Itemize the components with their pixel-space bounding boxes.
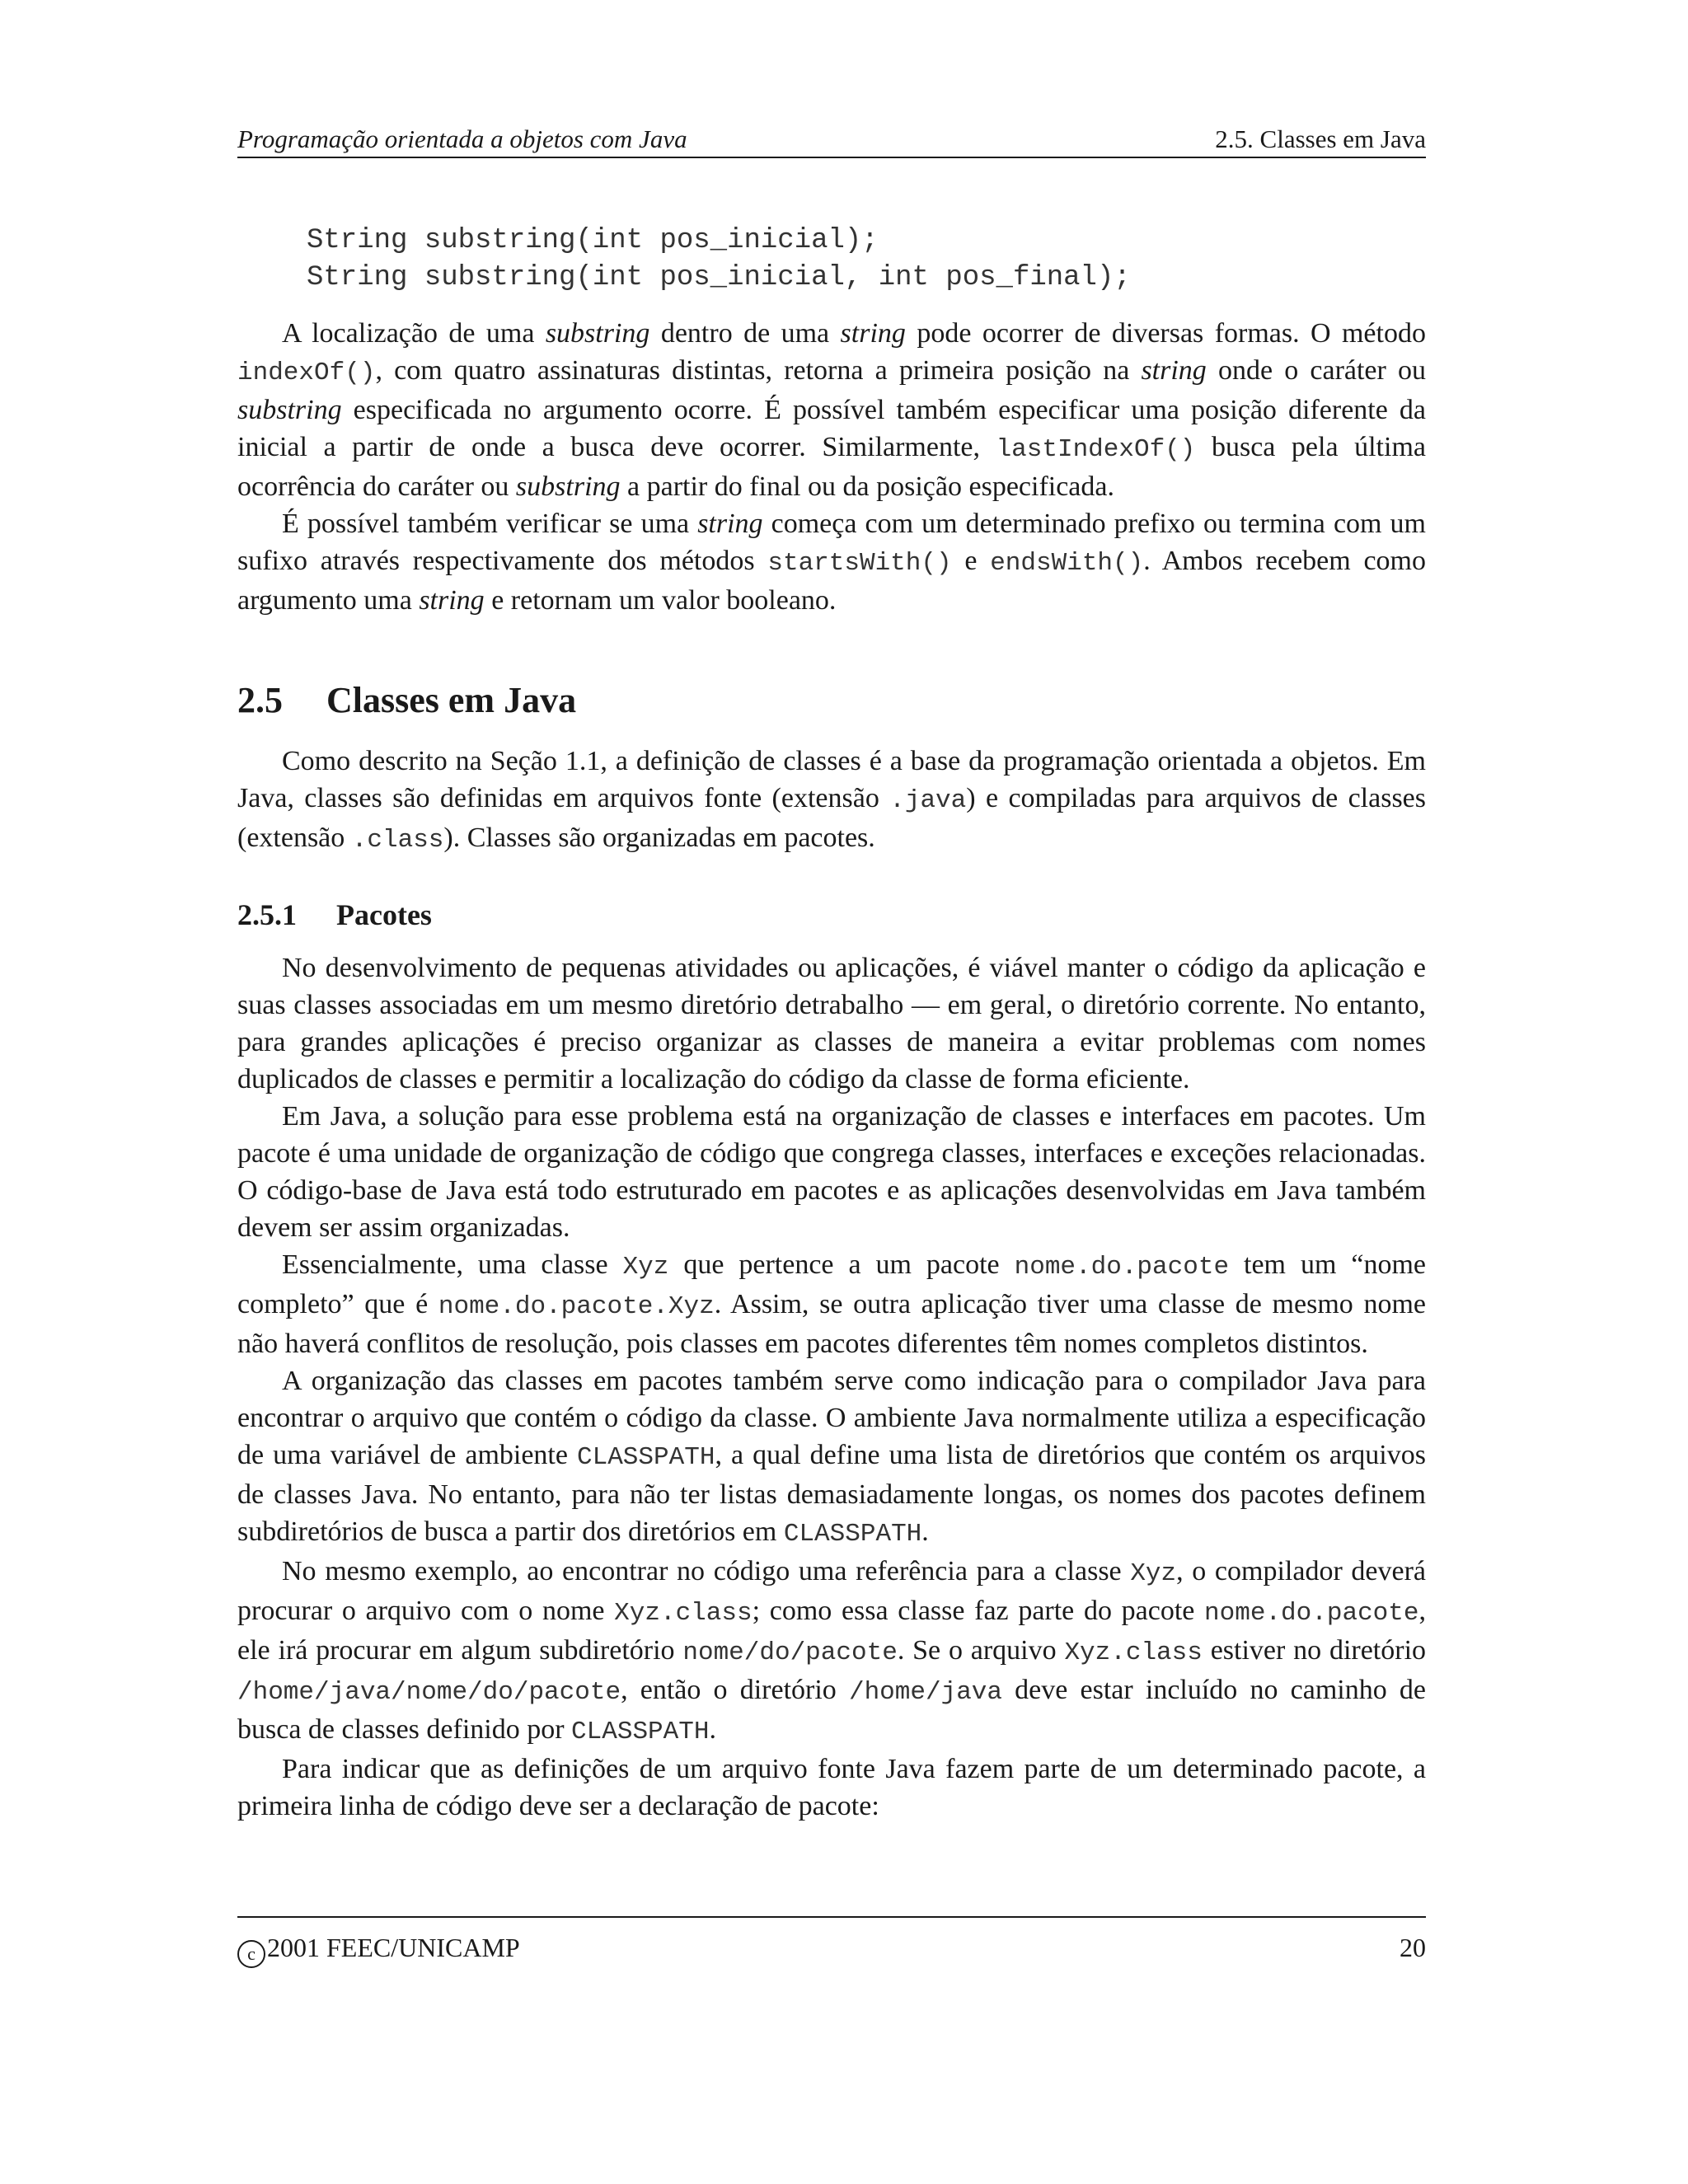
code-inline: CLASSPATH: [783, 1520, 922, 1549]
code-inline: nome/do/pacote: [682, 1638, 898, 1667]
code-inline: Xyz.class: [614, 1599, 753, 1628]
footer-copyright: [237, 1931, 520, 1968]
code-block-substring: [307, 223, 1426, 297]
code-line: String substring(int pos_inicial, int pos_final);: [307, 262, 1131, 293]
code-inline: Xyz: [1130, 1559, 1177, 1588]
paragraph-full-name: Essencialmente, uma classe Xyz que pertence a um pacote nome.do.pacote tem um “nome completo” que é nome.do.pacote.Xyz. Assim, se outra aplicação tiver uma classe de mesmo nome não haverá conflitos de resolução, pois classes em pacotes diferentes têm nomes completos distintos.: [237, 1249, 1426, 1359]
running-header: [237, 124, 1426, 158]
section-heading: [237, 678, 1426, 723]
page-content: [237, 223, 1426, 1825]
subsection-number: 2.5.1: [237, 898, 297, 931]
page-number: 20: [1400, 1933, 1426, 1962]
footer-copyright-text: 2001 FEEC/UNICAMP: [267, 1933, 520, 1962]
code-inline: lastIndexOf(): [996, 435, 1196, 464]
header-section-title: 2.5. Classes em Java: [1215, 124, 1426, 153]
subsection-heading: [237, 897, 1426, 933]
paragraph-classpath: A organização das classes em pacotes também serve como indicação para o compilador Java para encontrar o arquivo que contém o código da classe. O ambiente Java normalmente utiliza a especificação de uma variável de ambiente CLASSPATH, a qual define uma lista de diretórios que contém os arquivos de classes Java. No entanto, para não ter listas demasiadamente longas, os nomes dos pacotes definem subdiretórios de busca a partir dos diretórios em CLASSPATH.: [237, 1366, 1426, 1549]
paragraph-small-apps: No desenvolvimento de pequenas atividades ou aplicações, é viável manter o código da aplicação e suas classes associadas em um mesmo diretório detrabalho — em geral, o diretório corrente. No entanto, para grandes aplicações é preciso organizar as classes de maneira a evitar problemas com nomes duplicados de classes e permitir a localização do código da classe de forma eficiente.: [237, 953, 1426, 1094]
document-page: [237, 0, 1426, 2184]
subsection-title: Pacotes: [336, 898, 432, 931]
paragraph-example-lookup: No mesmo exemplo, ao encontrar no código uma referência para a classe Xyz, o compilador deverá procurar o arquivo com o nome Xyz.class; como essa classe faz parte do pacote nome.do.pacote, ele irá procurar em algum subdiretório nome/do/pacote. Se o arquivo Xyz.class estiver no diretório /home/java/nome/do/pacote, então o diretório /home/java deve estar incluído no caminho de busca de classes definido por CLASSPATH.: [237, 1556, 1427, 1746]
code-inline: /home/java/nome/do/pacote: [237, 1678, 621, 1707]
paragraph-packages-solution: Em Java, a solução para esse problema está na organização de classes e interfaces em pacotes. Um pacote é uma unidade de organização de código que congrega classes, interfaces e exceções relacionadas. O código-base de Java está todo estruturado em pacotes e as aplicações desenvolvidas em Java também devem ser assim organizadas.: [237, 1101, 1426, 1243]
code-inline: nome.do.pacote: [1014, 1253, 1230, 1282]
section-number: 2.5: [237, 680, 283, 720]
paragraph-package-declaration: Para indicar que as definições de um arquivo fonte Java fazem parte de um determinado pacote, a primeira linha de código deve ser a declaração de pacote:: [237, 1754, 1426, 1821]
code-inline: nome.do.pacote.Xyz: [438, 1292, 715, 1321]
code-inline: .class: [351, 826, 444, 855]
footer-rule: [237, 1916, 1426, 1918]
paragraph-substring-search: A localização de uma substring dentro de uma string pode ocorrer de diversas formas. O método indexOf(), com quatro assinaturas distintas, retorna a primeira posição na string onde o caráter ou substring especificada no argumento ocorre. É possível também especificar uma posição diferente da inicial a partir de onde a busca deve ocorrer. Similarmente, lastIndexOf() busca pela última ocorrência do caráter ou substring a partir do final ou da posição especificada.: [237, 318, 1427, 502]
section-title: Classes em Java: [326, 680, 577, 720]
paragraph-prefix-suffix: É possível também verificar se uma string começa com um determinado prefixo ou termina com um sufixo através respectivamente dos métodos startsWith() e endsWith(). Ambos recebem como argumento uma string e retornam um valor booleano.: [237, 509, 1427, 616]
paragraph-classes-intro: Como descrito na Seção 1.1, a definição de classes é a base da programação orientada a objetos. Em Java, classes são definidas em arquivos fonte (extensão .java) e compiladas para arquivos de classes (extensão .class). Classes são organizadas em pacotes.: [237, 746, 1426, 855]
header-book-title: Programação orientada a objetos com Java: [237, 124, 687, 153]
code-inline: CLASSPATH: [577, 1443, 715, 1472]
code-inline: Xyz.class: [1064, 1638, 1203, 1667]
code-inline: indexOf(): [237, 359, 376, 387]
code-inline: startsWith(): [767, 549, 952, 578]
code-inline: CLASSPATH: [571, 1718, 710, 1746]
code-inline: /home/java: [848, 1678, 1002, 1707]
code-line: String substring(int pos_inicial);: [307, 225, 879, 256]
code-inline: .java: [889, 786, 967, 815]
copyright-icon: c: [237, 1940, 265, 1968]
code-inline: Xyz: [622, 1253, 669, 1282]
code-inline: endsWith(): [990, 549, 1144, 578]
code-inline: nome.do.pacote: [1204, 1599, 1419, 1628]
